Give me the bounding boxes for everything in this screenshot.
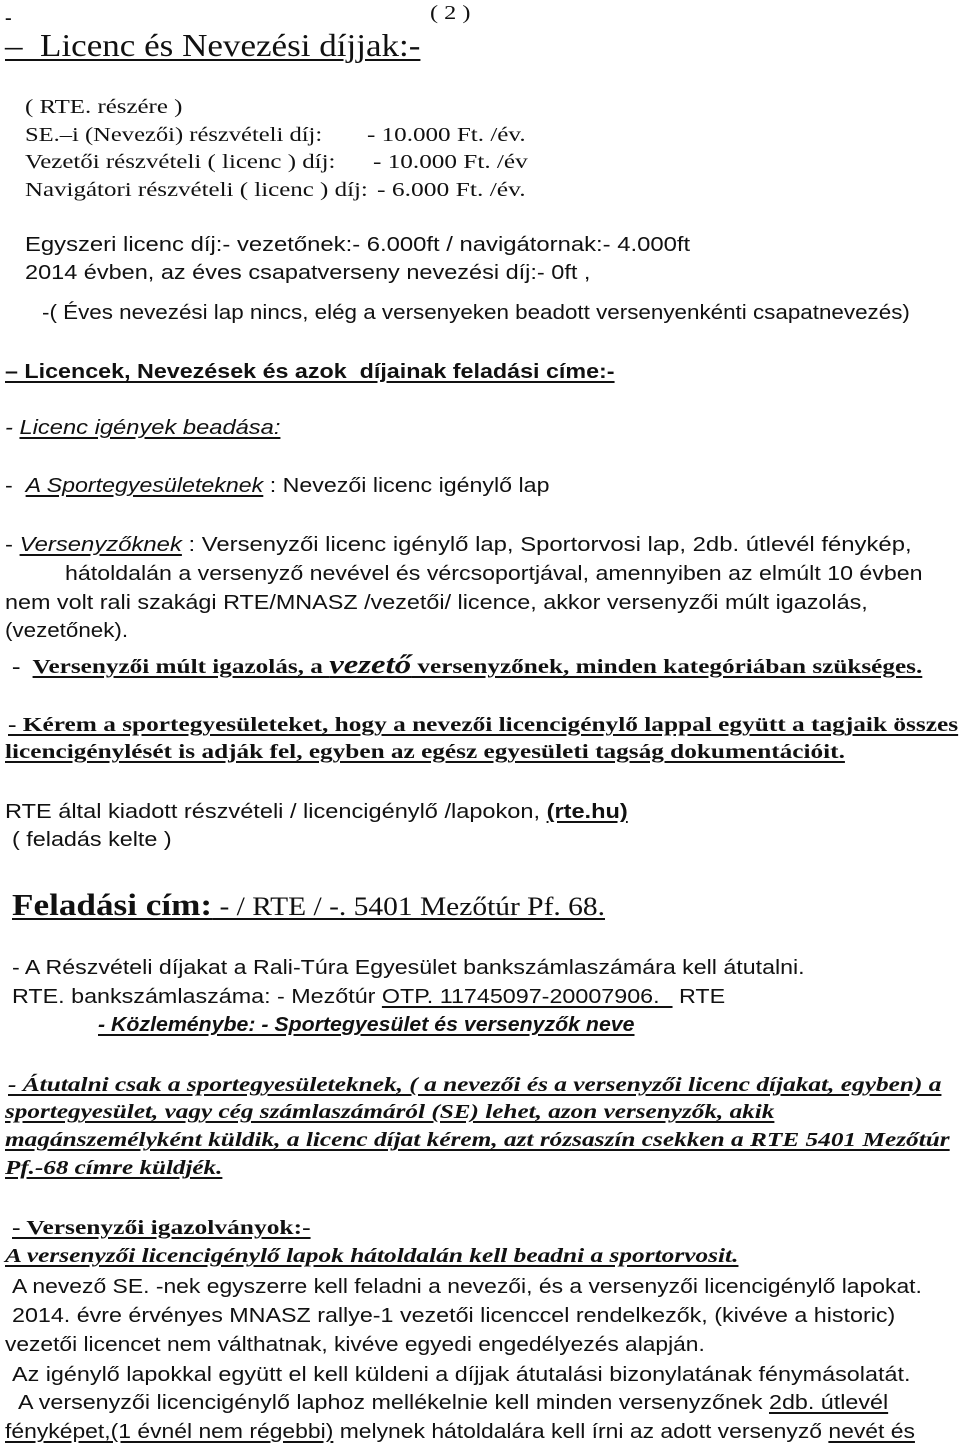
one-time-fee: Egyszeri licenc díj:- vezetőnek:- 6.000ft / navigátornak:- 4.000ft — [25, 234, 691, 256]
club-request-line: - Kérem a sportegyesületeket, hogy a nevezői licencigénylő lappal együtt a tagjaik összes — [8, 714, 959, 736]
date-note: ( feladás kelte ) — [12, 829, 172, 851]
clubs-text: : Nevezői licenc igénylő lap — [263, 475, 550, 497]
licenses-heading: - Versenyzői igazolványok:- — [12, 1217, 311, 1239]
team-entry-fee: 2014 évben, az éves csapatverseny nevezési díj:- 0ft , — [25, 262, 591, 284]
submission-heading: – Licencek, Nevezések és azok díjainak feladási címe:- — [5, 361, 615, 383]
photo-continuation-start: fényképet,(1 évnél nem régebbi) — [5, 1421, 334, 1443]
page-number: ( 2 ) — [430, 2, 471, 24]
page-title: – Licenc és Nevezési díjjak:- — [5, 27, 421, 63]
license-note: vezetői licencet nem válthatnak, kivéve egyedi engedélyezés alapján. — [5, 1334, 705, 1356]
account-prefix: RTE. bankszámlaszáma: - Mezőtúr — [12, 986, 382, 1008]
dash: - — [5, 475, 26, 497]
photo-continuation-line — [5, 1419, 915, 1445]
license-requests-label: Licenc igények beadása: — [19, 417, 281, 439]
photo-text: A versenyzői licencigénylő laphoz mellékelnie kell minden versenyzőnek — [18, 1392, 769, 1414]
payment-reference: - Közleménybe: - Sportegyesület és versenyzők neve — [98, 1014, 635, 1036]
medical-note: A versenyzői licencigénylő lapok hátoldalán kell beadni a sportorvosit. — [5, 1245, 739, 1267]
top-dash: - — [5, 7, 12, 29]
past-record-line — [12, 652, 922, 678]
fee-label: Navigátori részvételi ( licenc ) díj: — [25, 179, 368, 201]
transfer-rule-line: magánszemélyként küldik, a licenc díjat kérem, azt rózsaszín csekken a RTE 5401 Mezőtúr — [5, 1129, 950, 1151]
photo-requirement-line — [18, 1390, 888, 1416]
dash: - — [5, 417, 20, 439]
club-request-line: licencigénylését is adják fel, egyben az egész egyesületi tagság dokumentációit. — [5, 741, 845, 763]
fee-amount: - 6.000 Ft. /év. — [377, 179, 526, 201]
drivers-continuation: (vezetőnek). — [5, 620, 129, 642]
license-note: A nevező SE. -nek egyszerre kell feladni a nevezői, és a versenyzői licencigénylő lapokat. — [12, 1276, 922, 1298]
past-record-after: versenyzőnek, minden kategóriában szükséges. — [411, 656, 923, 678]
drivers-line — [5, 532, 912, 558]
forms-note — [5, 799, 628, 825]
fee-recipient: ( RTE. részére ) — [25, 96, 183, 118]
fee-amount: - 10.000 Ft. /év — [373, 151, 528, 173]
transfer-rule-line: sportegyesület, vagy cég számlaszámáról (SE) lehet, azon versenyzők, akik — [5, 1101, 775, 1123]
fee-row — [0, 177, 960, 203]
account-suffix: RTE — [672, 986, 726, 1008]
clubs-line — [5, 473, 549, 499]
forms-text: RTE által kiadott részvételi / licencigénylő /lapokon, — [5, 801, 547, 823]
license-note: Az igénylő lapokkal együtt el kell küldeni a díjjak átutalási bizonylatának fénymásolatát. — [12, 1364, 911, 1386]
address-value: - / RTE / -. 5401 Mezőtúr Pf. 68. — [212, 892, 605, 921]
license-requests-heading — [5, 415, 280, 441]
past-record-before: Versenyzői múlt igazolás, a — [32, 656, 330, 678]
clubs-label: A Sportegyesületeknek — [25, 475, 264, 497]
team-entry-note: -( Éves nevezési lap nincs, elég a versenyeken beadott versenyenkénti csapatnevezés) — [42, 302, 910, 324]
fee-amount: - 10.000 Ft. /év. — [367, 124, 526, 146]
transfer-rule-line: Pf.-68 címre küldjék. — [5, 1157, 223, 1179]
fee-label: SE.–i (Nevezői) részvételi díj: — [25, 124, 323, 146]
drivers-continuation: nem volt rali szakági RTE/MNASZ /vezetői/ licence, akkor versenyzői múlt igazolás, — [5, 592, 868, 614]
fee-label: Vezetői részvételi ( licenc ) díj: — [25, 151, 336, 173]
photo-continuation-middle: melynek hátoldalára kell írni az adott versenyző — [333, 1421, 829, 1443]
drivers-continuation: hátoldalán a versenyző nevével és vércsoportjával, amennyiben az elmúlt 10 évben — [65, 563, 923, 585]
photo-continuation-end: nevét és — [828, 1421, 915, 1443]
dash: - — [12, 656, 33, 678]
mailing-address — [12, 887, 605, 923]
dash: - — [5, 534, 20, 556]
past-record-emphasis: vezető — [329, 650, 412, 679]
website-text: (rte.hu) — [546, 801, 628, 823]
photo-requirement: 2db. útlevél — [768, 1392, 889, 1414]
drivers-label: Versenyzőknek — [19, 534, 182, 556]
fee-row — [0, 122, 960, 148]
license-note: 2014. évre érvényes MNASZ rallye-1 vezetői licenccel rendelkezők, (kivéve a historic) — [12, 1305, 896, 1327]
payment-instruction: - A Részvételi díjakat a Rali-Túra Egyesület bankszámlaszámára kell átutalni. — [12, 957, 805, 979]
drivers-text: : Versenyzői licenc igénylő lap, Sportorvosi lap, 2db. útlevél fénykép, — [181, 534, 912, 556]
fee-row — [0, 149, 960, 175]
account-number: OTP. 11745097-20007906. — [381, 986, 673, 1008]
transfer-rule-line: - Átutalni csak a sportegyesületeknek, ( a nevezői és a versenyzői licenc díjakat, egyben) a — [8, 1074, 942, 1096]
bank-account-line — [12, 984, 725, 1010]
address-label: Feladási cím: — [12, 887, 213, 922]
